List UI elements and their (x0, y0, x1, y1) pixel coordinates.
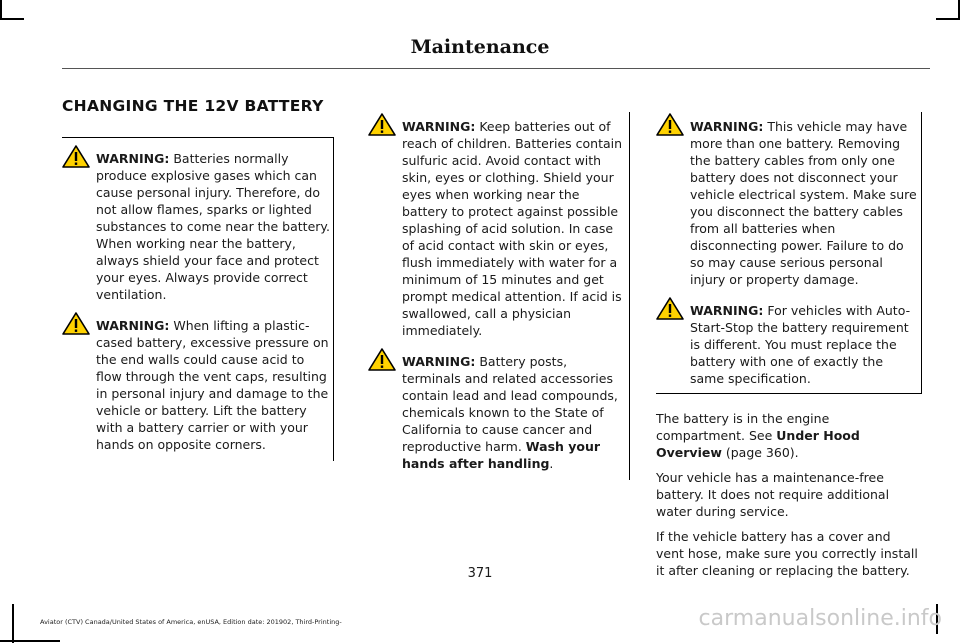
warning-text (62, 150, 331, 303)
footer-edition-info: Aviator (CTV) Canada/United States of America, enUSA, Edition date: 201902, Third-Printing- (40, 618, 342, 626)
warning-body: For vehicles with Auto-Start-Stop the battery requirement is different. You must replace the battery with one of exactly the same specification. (690, 303, 911, 386)
crop-mark (12, 604, 14, 643)
warning-block (62, 150, 331, 303)
paragraph-text: (page 360). (721, 445, 799, 460)
warning-triangle-icon (656, 112, 684, 136)
paragraph: If the vehicle battery has a cover and vent hose, make sure you correctly install it after cleaning or replacing the battery. (656, 529, 918, 578)
column-1 (62, 96, 334, 461)
page-number: 371 (467, 566, 493, 581)
column-2 (368, 112, 630, 480)
warning-text (62, 317, 331, 453)
header-rule (62, 68, 930, 69)
warning-text (656, 302, 919, 387)
paragraph: Your vehicle has a maintenance-free battery. It does not require additional water during service. (656, 470, 890, 519)
column-3 (656, 112, 922, 587)
warning-block (656, 302, 919, 387)
warning-label: WARNING: (402, 354, 476, 369)
warning-triangle-icon (368, 112, 396, 136)
warning-label: WARNING: (690, 303, 764, 318)
section-title: CHANGING THE 12V BATTERY (62, 97, 324, 115)
warning-tail: . (549, 456, 554, 471)
warning-triangle-icon (62, 144, 90, 168)
warning-body: Keep batteries out of reach of children. Batteries contain sulfuric acid. Avoid contact with skin, eyes or clothing. Shield your eyes when working near the battery to protect against possible splashing of acid solution. In case of acid contact with skin or eyes, flush immediately with water for a minimum of 15 minutes and get prompt medical attention. If acid is swallowed, call a physician immediately. (402, 119, 623, 338)
warning-block (368, 118, 627, 339)
warning-box (62, 137, 334, 461)
paragraph-text: The battery is in the engine compartment. See (656, 411, 830, 443)
crop-mark (0, 640, 60, 642)
warning-body: When lifting a plastic-cased battery, excessive pressure on the end walls could cause acid to flow through the vent caps, resulting in personal injury and damage to the vehicle or battery. Lift the battery with a battery carrier or with your hands on opposite corners. (96, 318, 329, 452)
warning-label: WARNING: (690, 119, 764, 134)
cross-reference-link[interactable]: Under Hood Overview (656, 428, 860, 460)
warning-block (62, 317, 331, 453)
crop-mark (0, 18, 24, 20)
warning-triangle-icon (62, 311, 90, 335)
warning-body: This vehicle may have more than one battery. Removing the battery cables from only one battery does not disconnect your vehicle electrical system. Make sure you disconnect the battery cables from all batteries when disconnecting power. Failure to do so may cause serious personal injury or property damage. (690, 119, 917, 287)
page-title: Maintenance (410, 36, 550, 58)
warning-emphasis: Wash your hands after handling (402, 439, 601, 471)
warning-triangle-icon (656, 296, 684, 320)
warning-box (368, 112, 630, 480)
warning-label: WARNING: (96, 151, 170, 166)
warning-triangle-icon (368, 347, 396, 371)
warning-block (656, 118, 919, 288)
warning-label: WARNING: (96, 318, 170, 333)
warning-text (656, 118, 919, 288)
warning-body: Battery posts, terminals and related accessories contain lead and lead compounds, chemicals known to the State of California to cause cancer and reproductive harm. (402, 354, 618, 454)
warning-body: Batteries normally produce explosive gases which can cause personal injury. Therefore, do not allow flames, sparks or lighted substances to come near the battery. When working near the battery, always shield your face and protect your eyes. Always provide correct ventilation. (96, 151, 330, 302)
warning-box (656, 112, 922, 394)
warning-text (368, 353, 627, 472)
crop-mark (936, 18, 960, 20)
paragraph (656, 410, 922, 461)
warning-block (368, 353, 627, 472)
watermark: carmanualsonline.info (698, 606, 942, 631)
crop-mark (0, 0, 2, 18)
warning-label: WARNING: (402, 119, 476, 134)
warning-text (368, 118, 627, 339)
